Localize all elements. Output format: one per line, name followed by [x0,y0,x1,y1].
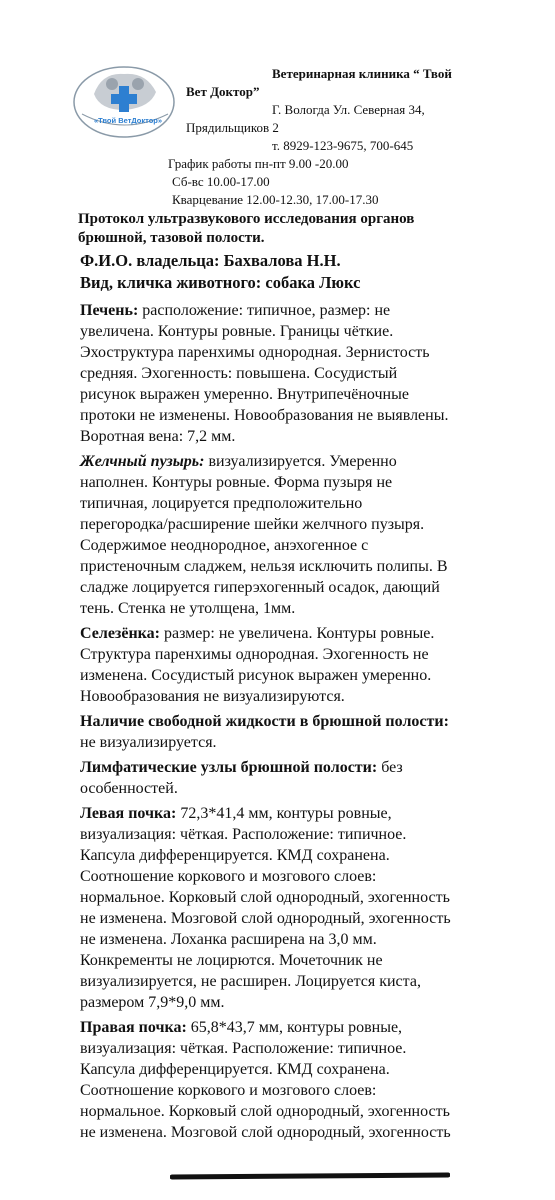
liver-l5: рисунок выражен умеренно. Внутрипечёночные [80,386,409,403]
gallbladder-title: Желчный пузырь: [80,453,205,470]
spleen-l1: размер: не увеличена. Контуры ровные. [159,625,435,642]
spleen-l2: Структура паренхимы однородная. Эхогенность не [80,646,429,663]
left-kidney-l2: визуализация: чёткая. Расположение: типичное. [80,826,407,843]
left-kidney-l3: Капсула дифференцируется. КМД сохранена. [80,847,390,864]
right-kidney-l2: визуализация: чёткая. Расположение: типичное. [80,1040,407,1057]
gallbladder-l2: наполнен. Контуры ровные. Форма пузыря не [80,474,393,491]
owner-info [80,250,555,294]
clinic-address-line2: Прядильщиков 2 [186,120,279,135]
liver-l1: расположение: типичное, размер: не [138,302,391,319]
gallbladder-l3: типичная, лоцируется предположительно [80,495,363,512]
owner-line: Ф.И.О. владельца: Бахвалова Н.Н. [80,251,341,270]
clinic-name-line1: Ветеринарная клиника “ Твой [272,66,452,81]
free-fluid-l1: не визуализируется. [80,734,217,751]
spleen-l4: Новообразования не визуализируются. [80,688,345,705]
report-body [80,250,555,1147]
clinic-address-line1: Г. Вологда Ул. Северная 34, [272,102,425,117]
protocol-title-line1: Протокол ультразвукового исследования органов [78,211,415,227]
section-free-fluid [80,711,555,753]
section-left-kidney [80,803,555,1013]
liver-l2: увеличена. Контуры ровные. Границы чёткие. [80,323,394,340]
clinic-logo [72,64,184,140]
left-kidney-l10: размером 7,9*9,0 мм. [80,994,225,1011]
section-gallbladder [80,451,555,619]
right-kidney-l5: нормальное. Корковый слой однородный, эхогенность [80,1103,450,1120]
gallbladder-l7: сладже лоцируется гиперэхогенный осадок, дающий [80,579,440,596]
left-kidney-l7: не изменена. Лоханка расширена на 3,0 мм. [80,931,377,948]
section-liver [80,300,555,447]
left-kidney-l8: Конкременты не лоцирются. Мочеточник не [80,952,383,969]
gallbladder-l1: визуализируется. Умеренно [204,453,397,470]
section-spleen [80,623,555,707]
liver-title: Печень: [80,302,139,319]
pen-scribble [170,1172,450,1182]
gallbladder-l5: Содержимое неоднородное, анэхогенное с [80,537,369,554]
liver-l7: Воротная вена: 7,2 мм. [80,428,236,445]
left-kidney-l6: не изменена. Мозговой слой однородный, эхогенность [80,910,451,927]
right-kidney-l3: Капсула дифференцируется. КМД сохранена. [80,1061,390,1078]
schedule-weekdays: График работы пн-пт 9.00 -20.00 [168,156,349,171]
logo-text: «Твой ВетДоктор» [93,116,163,125]
gallbladder-l8: тень. Стенка не утолщена, 1мм. [80,600,296,617]
lymph-l1: без [377,759,403,776]
right-kidney-l6: не изменена. Мозговой слой однородный, эхогенность [80,1124,451,1141]
clinic-logo-graphic [72,64,184,140]
lymph-title: Лимфатические узлы брюшной полости: [80,759,378,776]
left-kidney-l9: визуализируется, не расширен. Лоцируется киста, [80,973,421,990]
left-kidney-l5: нормальное. Корковый слой однородный, эхогенность [80,889,450,906]
section-right-kidney [80,1017,555,1143]
left-kidney-title: Левая почка: [80,805,177,822]
spleen-title: Селезёнка: [80,625,160,642]
left-kidney-l4: Соотношение коркового и мозгового слоев: [80,868,377,885]
animal-line: Вид, кличка животного: собака Люкс [80,273,361,292]
clinic-phone: т. 8929-123-9675, 700-645 [272,138,414,153]
free-fluid-title: Наличие свободной жидкости в брюшной полости: [80,713,449,730]
lymph-l2: особенностей. [80,780,178,797]
gallbladder-l6: пристеночным сладжем, нельзя исключить полипы. В [80,558,448,575]
liver-l4: средняя. Эхогенность: повышена. Сосудистый [80,365,398,382]
liver-l6: протоки не изменены. Новообразования не выявлены. [80,407,449,424]
protocol-title-line2: брюшной, тазовой полости. [78,230,265,246]
schedule-weekend: Сб-вс 10.00-17.00 [172,174,270,189]
spleen-l3: изменена. Сосудистый рисунок выражен умеренно. [80,667,432,684]
section-lymph [80,757,555,799]
left-kidney-l1: 72,3*41,4 мм, контуры ровные, [176,805,392,822]
right-kidney-title: Правая почка: [80,1019,187,1036]
schedule-quartz: Кварцевание 12.00-12.30, 17.00-17.30 [172,192,379,207]
gallbladder-l4: перегородка/расширение шейки желчного пузыря. [80,516,425,533]
protocol-title [78,210,548,248]
right-kidney-l4: Соотношение коркового и мозгового слоев: [80,1082,377,1099]
right-kidney-l1: 65,8*43,7 мм, контуры ровные, [186,1019,403,1036]
clinic-name-line2: Вет Доктор” [186,84,260,99]
liver-l3: Эхоструктура паренхимы однородная. Зернистость [80,344,430,361]
